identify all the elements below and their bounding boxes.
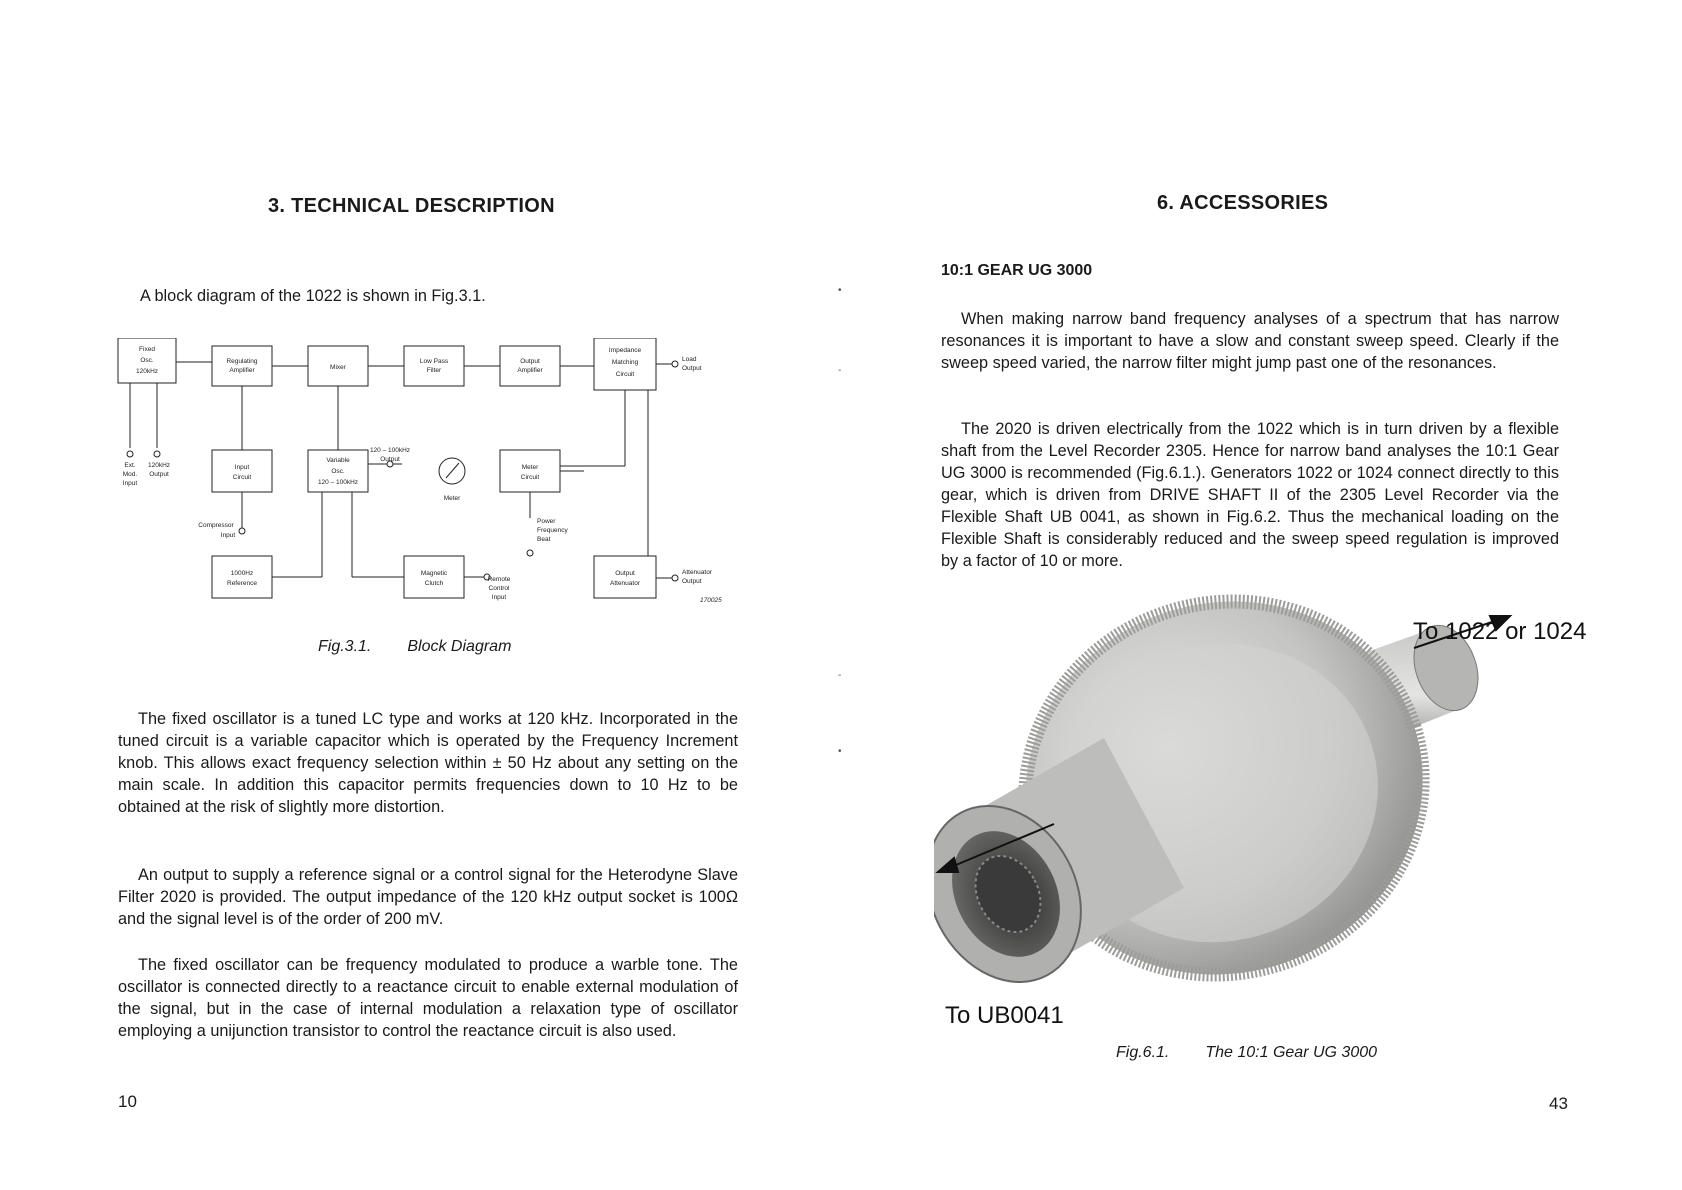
block-low-pass-filter: [404, 346, 464, 386]
paragraph-2-text: The 2020 is driven electrically from the 1022 which is in turn driven by a flexible shaft from the Level Recorder 2305. Hence for narrow band analyses the 10:1 Gear UG 3000 is recommended (Fig.6.1.). Generators 1022 or 1024 connect directly to this gear, which is driven from DRIVE SHAFT II of the 2305 Level Recorder via the Flexible Shaft UB 0041, as shown in Fig.6.2. Thus the mechanical loading on the Flexible Shaft is considerably reduced and the sweep speed regulation is improved by a factor of 10 or more.: [941, 420, 1559, 570]
paragraph-3-text: The fixed oscillator can be frequency modulated to produce a warble tone. The oscillator is connected directly to a reactance circuit to enable external modulation of the signal, but in the case of internal modulation a relaxation type of oscillator employing a unijunction transistor to control the reactance circuit is also used.: [118, 956, 738, 1040]
label-impedance-3: Circuit: [615, 371, 635, 378]
block-output-attenuator: [594, 556, 656, 598]
label-attenuator-2: Attenuator: [610, 580, 640, 587]
label-reference-1: 1000Hz: [230, 570, 254, 577]
block-output-amplifier: [500, 346, 560, 386]
label-fixed-osc-3: 120kHz: [135, 368, 159, 375]
label-120k-out-1: 120kHz: [147, 462, 171, 469]
chapter-title: 3. TECHNICAL DESCRIPTION: [268, 195, 555, 217]
caption-title: The 10:1 Gear UG 3000: [1205, 1044, 1378, 1061]
block-regulating-amplifier: [212, 346, 272, 386]
caption-title: Block Diagram: [407, 638, 512, 655]
paragraph-3: [118, 954, 738, 1042]
paragraph-2: [941, 418, 1559, 572]
label-120k-out-2: Output: [149, 471, 169, 478]
label-power-2: Frequency: [537, 527, 568, 534]
label-power-1: Power: [537, 518, 556, 525]
label-var-out-1: 120 – 100kHz: [369, 447, 411, 454]
photo-label-to-1022: To 1022 or 1024: [1413, 618, 1587, 645]
label-input-circuit-1: Input: [234, 464, 250, 471]
label-meter: Meter: [443, 495, 461, 502]
label-impedance-2: Matching: [611, 359, 639, 366]
label-power-3: Beat: [537, 536, 551, 543]
label-ext-1: Ext.: [124, 462, 136, 469]
paragraph-1: [941, 308, 1559, 374]
label-remote-1: Remote: [487, 576, 511, 583]
chapter-title: 6. ACCESSORIES: [1157, 192, 1329, 214]
label-low-pass-2: Filter: [426, 367, 442, 374]
intro-text: A block diagram of the 1022 is shown in Fig.3.1.: [140, 287, 486, 305]
caption-number: Fig.6.1.: [1116, 1044, 1170, 1061]
intro-paragraph: [140, 285, 700, 307]
label-att-out-2: Output: [682, 578, 702, 585]
figure-caption-6-1: [1116, 1044, 1377, 1062]
block-meter-circuit: [500, 450, 560, 492]
block-diagram-svg: [112, 338, 742, 618]
paragraph-1-text: The fixed oscillator is a tuned LC type and works at 120 kHz. Incorporated in the tuned circuit is a variable capacitor which is operated by the Frequency Increment knob. This allows exact frequency selection within ± 50 Hz about any setting on the main scale. In addition this capacitor permits frequencies down to 10 Hz to be obtained at the risk of slightly more distortion.: [118, 710, 738, 816]
paragraph-1: [118, 708, 738, 818]
label-input-circuit-2: Circuit: [232, 474, 252, 481]
label-reference-2: Reference: [227, 580, 257, 587]
label-mixer: Mixer: [330, 364, 346, 371]
label-variable-osc-1: Variable: [326, 457, 350, 464]
label-var-out-2: Output: [380, 456, 400, 463]
label-remote-2: Control: [488, 585, 510, 592]
label-regulating-2: Amplifier: [229, 367, 255, 374]
page-number-left: 10: [118, 1092, 137, 1111]
block-input-circuit: [212, 450, 272, 492]
photo-label-to-ub0041: To UB0041: [945, 1002, 1064, 1029]
label-variable-osc-2: Osc.: [331, 468, 345, 475]
label-att-out-1: Attenuator: [682, 569, 712, 576]
label-output-amp-2: Amplifier: [517, 367, 543, 374]
label-compressor-2: Input: [220, 532, 236, 539]
label-variable-osc-3: 120 – 100kHz: [317, 479, 359, 486]
label-meter-circuit-1: Meter: [521, 464, 539, 471]
paragraph-2-text: An output to supply a reference signal or a control signal for the Heterodyne Slave Filter 2020 is provided. The output impedance of the 120 kHz output socket is 100Ω and the signal level is of the order of 200 mV.: [118, 866, 738, 928]
label-impedance-1: Impedance: [608, 347, 642, 354]
block-magnetic-clutch: [404, 556, 464, 598]
label-clutch-2: Clutch: [424, 580, 444, 587]
caption-number: Fig.3.1.: [318, 638, 372, 655]
block-1000hz-reference: [212, 556, 272, 598]
label-load-2: Output: [682, 365, 702, 372]
paragraph-2: [118, 864, 738, 930]
label-fixed-osc-2: Osc.: [140, 357, 154, 364]
paragraph-1-text: When making narrow band frequency analyses of a spectrum that has narrow resonances it is important to have a slow and constant sweep speed. Clearly if the sweep speed varied, the narrow filter might jump past one of the resonances.: [941, 310, 1559, 372]
label-meter-circuit-2: Circuit: [520, 474, 540, 481]
page-number-right: 43: [1549, 1094, 1568, 1113]
label-drawing-number: 170025: [700, 597, 722, 604]
label-regulating-1: Regulating: [226, 358, 258, 365]
label-ext-3: Input: [122, 480, 138, 487]
label-ext-2: Mod.: [122, 471, 138, 478]
label-compressor-1: Compressor: [198, 522, 234, 529]
figure-caption-3-1: [318, 638, 511, 656]
label-fixed-osc-1: Fixed: [139, 346, 155, 353]
label-load-1: Load: [682, 356, 697, 363]
gear-photo: [934, 588, 1574, 1068]
label-output-amp-1: Output: [520, 358, 540, 365]
section-heading: 10:1 GEAR UG 3000: [941, 262, 1093, 279]
block-diagram: [112, 338, 742, 618]
label-remote-3: Input: [491, 594, 507, 601]
label-clutch-1: Magnetic: [420, 570, 448, 577]
gear-photo-svg: [934, 588, 1574, 1068]
label-attenuator-1: Output: [615, 570, 635, 577]
label-low-pass-1: Low Pass: [419, 358, 449, 365]
